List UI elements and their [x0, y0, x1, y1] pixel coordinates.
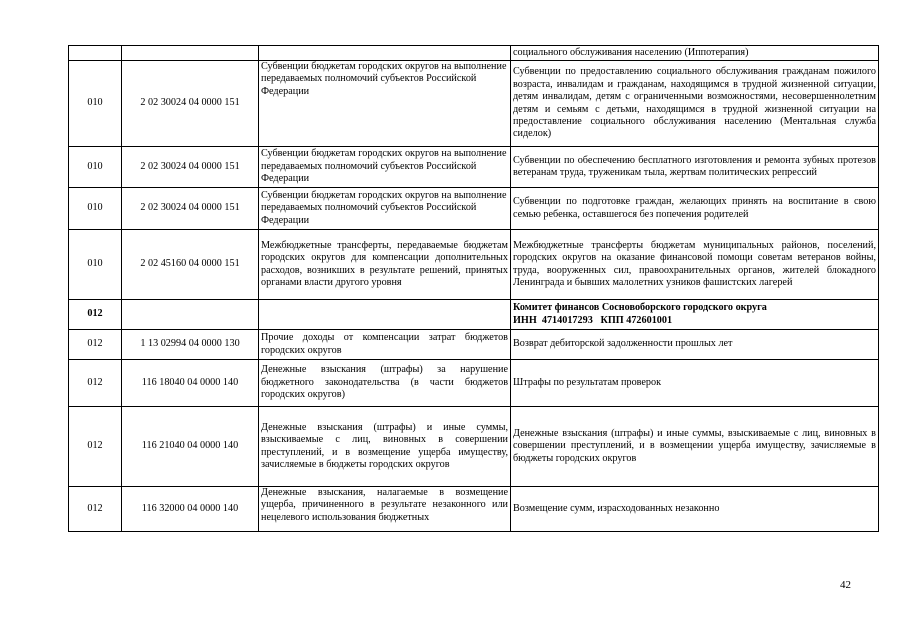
- code-cell: 116 21040 04 0000 140: [122, 407, 259, 487]
- table-row: [69, 188, 879, 230]
- income-cell: Денежные взыскания (штрафы) и иные суммы, взыскиваемые с лиц, виновных в совершении преступлений, и в возмещение ущерба имуществу, зачисляемые в бюджеты городских округов: [259, 407, 511, 487]
- purpose-cell: Межбюджетные трансферты бюджетам муниципальных районов, поселений, городских округов на оказание финансовой помощи советам ветеранов войны, труда, вооруженных сил, правоохранительных органов, жителей блокадного Ленинграда и бывших малолетних узников фашистских лагерей: [511, 230, 879, 300]
- table-row: [69, 300, 879, 330]
- chapter-cell: 012: [69, 330, 122, 360]
- purpose-cell: Возврат дебиторской задолженности прошлых лет: [511, 330, 879, 360]
- table-row: [69, 360, 879, 407]
- income-cell: Субвенции бюджетам городских округов на выполнение передаваемых полномочий субъектов Российской Федерации: [259, 188, 511, 230]
- income-cell: Прочие доходы от компенсации затрат бюджетов городских округов: [259, 330, 511, 360]
- table-row: [69, 230, 879, 300]
- code-cell: 116 32000 04 0000 140: [122, 487, 259, 532]
- code-cell: [122, 46, 259, 61]
- chapter-cell: 012: [69, 360, 122, 407]
- chapter-cell: 010: [69, 230, 122, 300]
- purpose-cell: Субвенции по подготовке граждан, желающих принять на воспитание в свою семью ребенка, оставшегося без попечения родителей: [511, 188, 879, 230]
- income-cell: Денежные взыскания (штрафы) за нарушение бюджетного законодательства (в части бюджетов городских округов): [259, 360, 511, 407]
- purpose-cell: Субвенции по предоставлению социального обслуживания гражданам пожилого возраста, инвалидам и гражданам, находящимся в трудной жизненной ситуации, детям инвалидам, детям с ограниченными возможностями, несовершеннолетним детям и семьям с детьми, находящимся в трудной жизненной ситуации на предоставление социального обслуживания населению (Ментальная служба сиделок): [511, 61, 879, 147]
- chapter-cell: [69, 46, 122, 61]
- table-row: [69, 46, 879, 61]
- table-row: [69, 61, 879, 147]
- purpose-cell: Денежные взыскания (штрафы) и иные суммы, взыскиваемые с лиц, виновных в совершении преступлений, и в возмещении ущерба имуществу, зачисляемые в бюджеты городских округов: [511, 407, 879, 487]
- chapter-cell: 010: [69, 147, 122, 188]
- code-cell: 2 02 30024 04 0000 151: [122, 188, 259, 230]
- chapter-cell: 012: [69, 407, 122, 487]
- purpose-cell: Штрафы по результатам проверок: [511, 360, 879, 407]
- chapter-cell: 010: [69, 61, 122, 147]
- purpose-cell: социального обслуживания населению (Иппотерапия): [511, 46, 879, 61]
- table-row: [69, 407, 879, 487]
- code-cell: 1 13 02994 04 0000 130: [122, 330, 259, 360]
- income-cell: Субвенции бюджетам городских округов на выполнение передаваемых полномочий субъектов Российской Федерации: [259, 147, 511, 188]
- code-cell: 116 18040 04 0000 140: [122, 360, 259, 407]
- administrator-name: Комитет финансов Сосновоборского городского округа: [513, 302, 767, 314]
- purpose-cell: Субвенции по обеспечению бесплатного изготовления и ремонта зубных протезов ветеранам труда, труженикам тыла, жертвам политических репрессий: [511, 147, 879, 188]
- administrator-inn-kpp: ИНН 4714017293 КПП 472601001: [513, 314, 673, 326]
- page-number: 42: [840, 579, 851, 591]
- code-cell: [122, 300, 259, 330]
- table-row: [69, 330, 879, 360]
- chapter-cell: 010: [69, 188, 122, 230]
- administrator-cell: [511, 300, 879, 330]
- table-row: [69, 147, 879, 188]
- income-cell: [259, 300, 511, 330]
- chapter-cell: 012: [69, 487, 122, 532]
- purpose-cell: Возмещение сумм, израсходованных незаконно: [511, 487, 879, 532]
- code-cell: 2 02 30024 04 0000 151: [122, 61, 259, 147]
- income-cell: Денежные взыскания, налагаемые в возмещение ущерба, причиненного в результате незаконного или нецелевого использования бюджетных: [259, 487, 511, 532]
- income-cell: [259, 46, 511, 61]
- chapter-cell: 012: [69, 300, 122, 330]
- code-cell: 2 02 30024 04 0000 151: [122, 147, 259, 188]
- budget-income-table: [68, 45, 879, 532]
- income-cell: Межбюджетные трансферты, передаваемые бюджетам городских округов для компенсации дополнительных расходов, возникших в результате решений, принятых органами власти другого уровня: [259, 230, 511, 300]
- code-cell: 2 02 45160 04 0000 151: [122, 230, 259, 300]
- income-cell: Субвенции бюджетам городских округов на выполнение передаваемых полномочий субъектов Российской Федерации: [259, 61, 511, 147]
- table-row: [69, 487, 879, 532]
